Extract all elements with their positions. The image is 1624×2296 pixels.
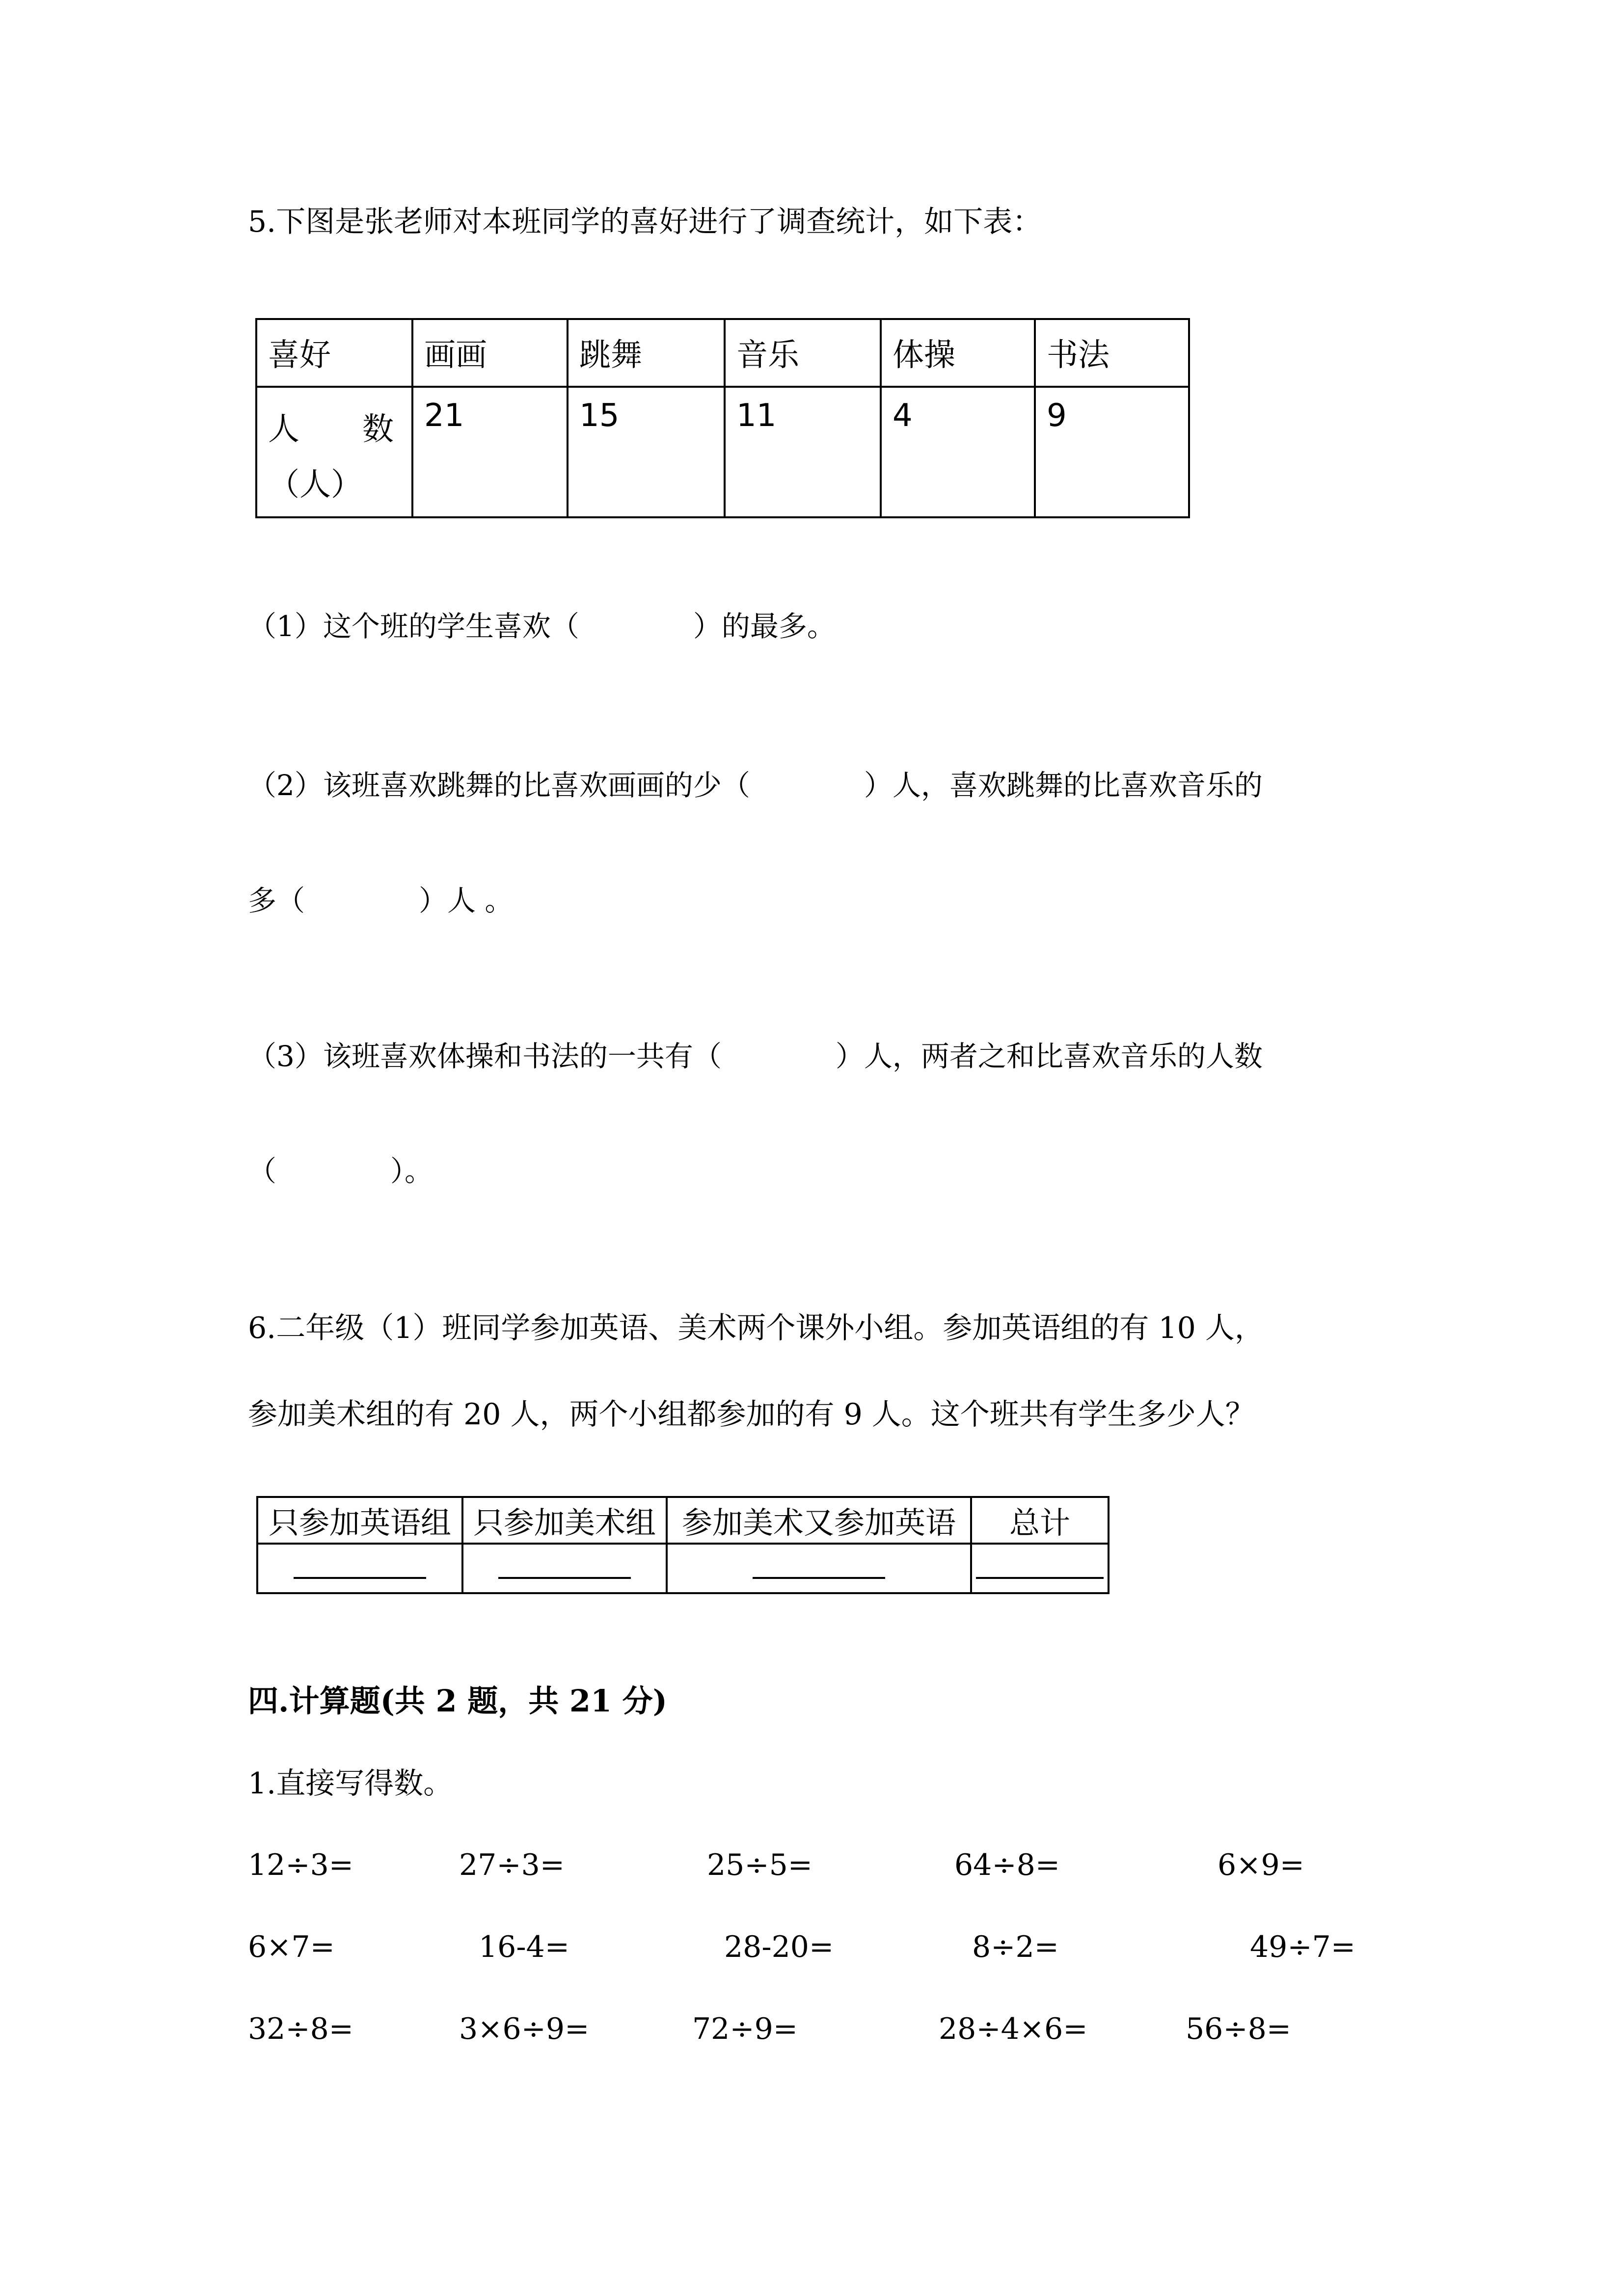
calc-item: 25÷5= [707, 1848, 813, 1882]
calc-item: 28÷4×6= [939, 2012, 1088, 2046]
group-table-answer-row [257, 1544, 1109, 1593]
count-label: 人 数 [268, 411, 394, 448]
answer-blank[interactable] [498, 1572, 631, 1579]
count-value-cell: 9 [1035, 387, 1189, 517]
q5-sub3-line2: （ ）。 [248, 1154, 433, 1188]
answer-cell[interactable] [257, 1544, 462, 1593]
q5-sub2-line1: （2）该班喜欢跳舞的比喜欢画画的少（ ）人，喜欢跳舞的比喜欢音乐的 [248, 769, 1263, 802]
group-header-cell: 总计 [971, 1497, 1109, 1544]
calc-item: 3×6÷9= [459, 2012, 590, 2046]
count-value-cell: 11 [725, 387, 881, 517]
calc-item: 32÷8= [248, 2012, 354, 2046]
count-unit: （人） [268, 467, 362, 503]
group-table-header-row [257, 1497, 1109, 1544]
calc-item: 56÷8= [1186, 2012, 1292, 2046]
group-header-cell: 参加美术又参加英语 [667, 1497, 971, 1544]
answer-cell[interactable] [971, 1544, 1109, 1593]
count-label-cell [256, 387, 412, 517]
hobby-header-cell: 喜好 [256, 319, 412, 387]
calc-item: 27÷3= [459, 1848, 565, 1882]
hobby-table [255, 318, 1190, 518]
q5-sub1: （1）这个班的学生喜欢（ ）的最多。 [248, 610, 836, 643]
answer-blank[interactable] [976, 1572, 1104, 1579]
q5-sub3-line1: （3）该班喜欢体操和书法的一共有（ ）人，两者之和比喜欢音乐的人数 [248, 1040, 1263, 1073]
hobby-header-cell: 音乐 [725, 319, 881, 387]
calc-item: 49÷7= [1250, 1930, 1356, 1964]
calc-item: 64÷8= [954, 1848, 1060, 1882]
hobby-table-header-row [256, 319, 1189, 387]
count-value-cell: 21 [412, 387, 568, 517]
calc-item: 72÷9= [692, 2012, 798, 2046]
answer-cell[interactable] [462, 1544, 667, 1593]
q6-line1: 6.二年级（1）班同学参加英语、美术两个课外小组。参加英语组的有 10 人， [248, 1311, 1264, 1345]
group-table [256, 1496, 1110, 1594]
q5-sub2-line2: 多（ ）人 。 [248, 884, 514, 917]
calc-item: 6×7= [248, 1930, 335, 1964]
answer-cell[interactable] [667, 1544, 971, 1593]
count-value-cell: 15 [568, 387, 725, 517]
q5-stem: 5.下图是张老师对本班同学的喜好进行了调查统计，如下表： [248, 205, 1042, 239]
hobby-header-cell: 书法 [1035, 319, 1189, 387]
group-header-cell: 只参加英语组 [257, 1497, 462, 1544]
group-header-cell: 只参加美术组 [462, 1497, 667, 1544]
hobby-header-cell: 跳舞 [568, 319, 725, 387]
calc-item: 6×9= [1218, 1848, 1304, 1882]
calc-item: 12÷3= [248, 1848, 354, 1882]
hobby-header-cell: 体操 [881, 319, 1035, 387]
calc-item: 16-4= [479, 1930, 570, 1964]
section4-q1-stem: 1.直接写得数。 [248, 1766, 453, 1801]
answer-blank[interactable] [294, 1572, 426, 1579]
answer-blank[interactable] [753, 1572, 885, 1579]
calc-item: 8÷2= [972, 1930, 1059, 1964]
count-value-cell: 4 [881, 387, 1035, 517]
hobby-header-cell: 画画 [412, 319, 568, 387]
calc-item: 28-20= [724, 1930, 834, 1964]
q6-line2: 参加美术组的有 20 人，两个小组都参加的有 9 人。这个班共有学生多少人？ [248, 1397, 1255, 1432]
hobby-table-count-row [256, 387, 1189, 517]
section4-title: 四.计算题(共 2 题，共 21 分) [248, 1683, 668, 1719]
